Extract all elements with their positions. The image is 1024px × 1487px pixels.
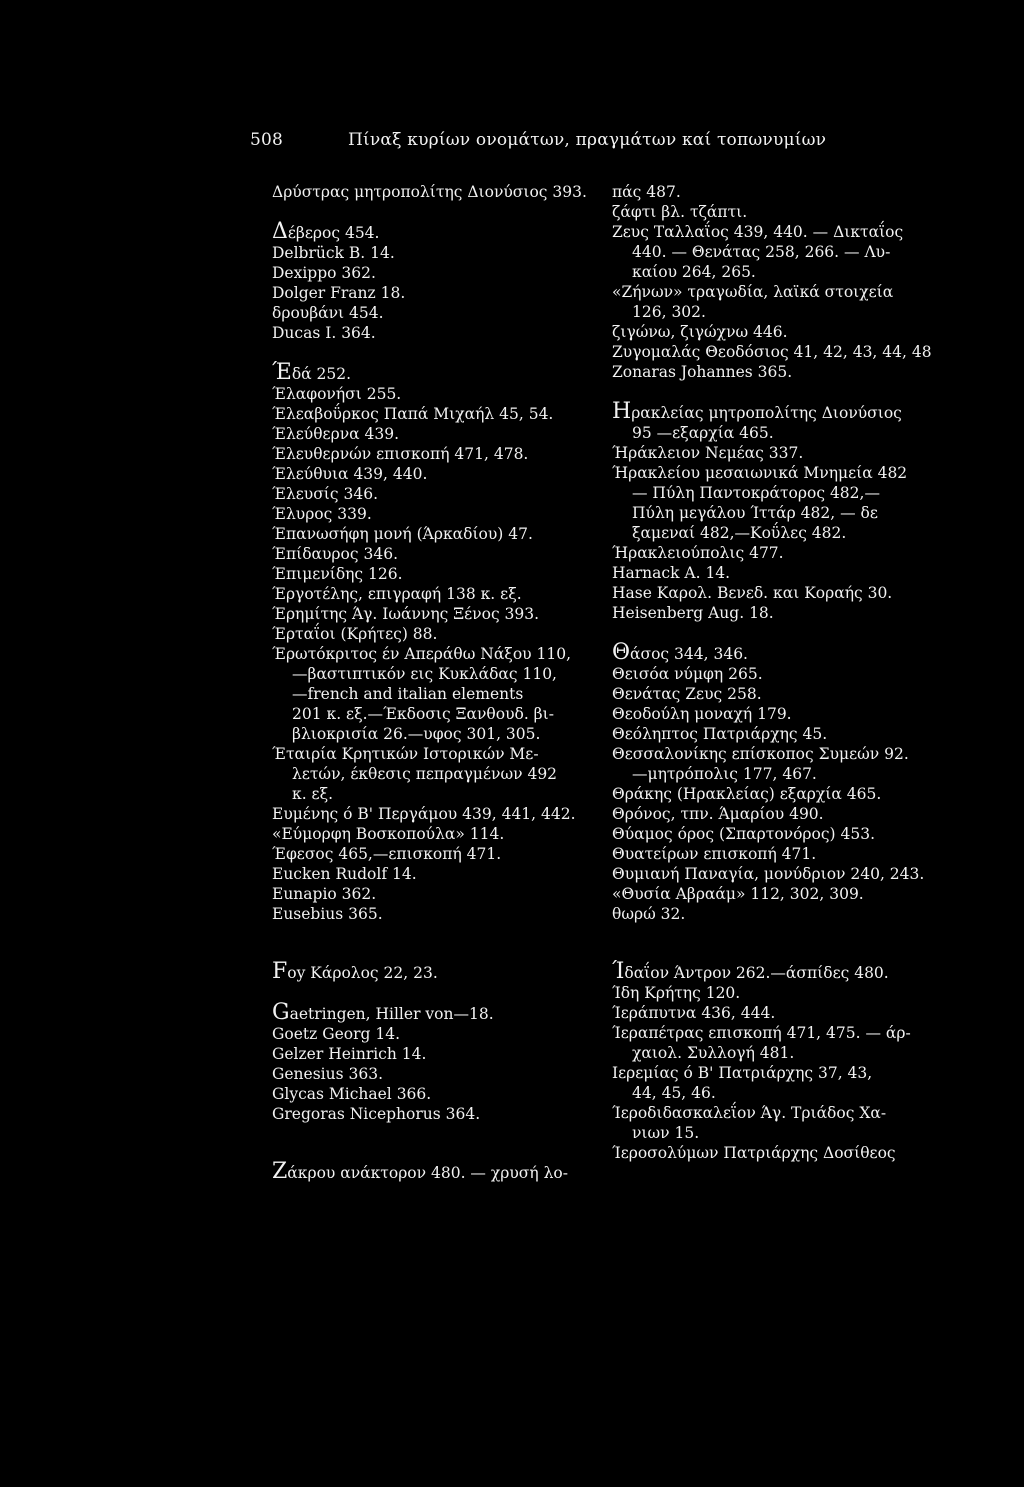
index-entry: Goetz Georg 14. <box>272 1025 401 1043</box>
index-entry-continuation: βλιοκρισία 26.—υφος 301, 305. <box>292 725 541 743</box>
index-entry: πάς 487. <box>612 183 681 201</box>
index-entry: Θρόνος, τπν. Άμαρίου 490. <box>612 805 824 823</box>
section-initial-letter: Η <box>612 399 632 424</box>
index-entry: Zonaras Johannes 365. <box>612 363 793 381</box>
section-initial-letter: Θ <box>612 640 631 665</box>
index-entry: Heisenberg Aug. 18. <box>612 604 774 622</box>
index-entry: Θυατείρων επισκοπή 471. <box>612 845 817 863</box>
section-gap <box>272 343 602 363</box>
page-title: Πίναξ κυρίων ονομάτων, πραγμάτων καί τοπωνυμίων <box>348 130 827 150</box>
index-entry: Ευμένης ό Β' Περγάμου 439, 441, 442. <box>272 805 576 823</box>
index-entry: Έταιρία Κρητικών Ιστορικών Με- <box>272 745 539 763</box>
index-entry: Έλαφονήσι 255. <box>272 385 402 403</box>
index-entry: Θύαμος όρος (Σπαρτονόρος) 453. <box>612 825 876 843</box>
index-entry: Θεόληπτος Πατριάρχης 45. <box>612 725 828 743</box>
index-entry: Έρωτόκριτος έν Απεράθω Νάξου 110, <box>272 645 572 663</box>
index-entry: Έδά 252. <box>272 360 352 385</box>
index-entry-continuation: καίου 264, 265. <box>632 263 756 281</box>
index-entry-continuation: λετών, έκθεσις πεπραγμένων 492 <box>292 765 558 783</box>
index-entry: Ducas I. 364. <box>272 324 376 342</box>
index-entry-continuation: 440. — Θενάτας 258, 266. — Λυ- <box>632 243 891 261</box>
index-entry: Eunapio 362. <box>272 885 377 903</box>
index-entry: Θράκης (Ηρακλείας) εξαρχία 465. <box>612 785 882 803</box>
index-entry: Θεσσαλονίκης επίσκοπος Συμεών 92. <box>612 745 909 763</box>
section-gap <box>272 924 602 962</box>
index-entry: Ιερεμίας ό Β' Πατριάρχης 37, 43, <box>612 1064 873 1082</box>
section-gap <box>612 623 957 643</box>
index-entry-continuation: νιων 15. <box>632 1124 700 1142</box>
index-entry: Foy Κάρολος 22, 23. <box>272 959 438 984</box>
index-entry-continuation: 44, 45, 46. <box>632 1084 716 1102</box>
index-entry: Έφεσος 465,—επισκοπή 471. <box>272 845 502 863</box>
index-entry: δρουβάνι 454. <box>272 304 384 322</box>
index-entry: Δέβερος 454. <box>272 219 380 244</box>
section-gap <box>612 924 957 962</box>
index-entry: Hase Καρολ. Βενεδ. και Κοραής 30. <box>612 584 893 602</box>
index-entry: Ίδαΐον Άντρον 262.—άσπίδες 480. <box>612 959 889 984</box>
page-number: 508 <box>250 130 284 150</box>
index-entry-continuation: 95 —εξαρχία 465. <box>632 424 774 442</box>
index-entry: Glycas Michael 366. <box>272 1085 432 1103</box>
index-entry: Θεισόα νύμφη 265. <box>612 665 763 683</box>
index-entry: Ζυγομαλάς Θεοδόσιος 41, 42, 43, 44, 48 <box>612 343 932 361</box>
index-entry: Έλυρος 339. <box>272 505 372 523</box>
section-gap <box>612 382 957 402</box>
index-entry: Θάσος 344, 346. <box>612 640 748 665</box>
index-entry: Ήρακλείου μεσαιωνικά Μνημεία 482 <box>612 464 908 482</box>
index-entry-continuation: — Πύλη Παντοκράτορος 482,— <box>632 484 880 502</box>
index-entry: Eusebius 365. <box>272 905 383 923</box>
index-entry: Delbrück B. 14. <box>272 244 395 262</box>
index-entry: Έρταΐοι (Κρήτες) 88. <box>272 625 438 643</box>
index-entry: Ίεράπυτνα 436, 444. <box>612 1004 776 1022</box>
index-entry: Dolger Franz 18. <box>272 284 406 302</box>
section-initial-letter: F <box>272 959 288 984</box>
index-entry: Ζευς Ταλλαΐος 439, 440. — Δικταΐος <box>612 223 904 241</box>
index-column-right <box>612 182 957 1163</box>
index-entry: Genesius 363. <box>272 1065 383 1083</box>
index-entry: Ίεραπέτρας επισκοπή 471, 475. — άρ- <box>612 1024 911 1042</box>
index-entry: Dexippo 362. <box>272 264 376 282</box>
index-entry: ζιγώνω, ζιγώχνω 446. <box>612 323 788 341</box>
index-entry: Gregoras Nicephorus 364. <box>272 1105 481 1123</box>
index-entry: «Ζήνων» τραγωδία, λαϊκά στοιχεία <box>612 283 894 301</box>
index-entry-continuation: —βαστιπτικόν εις Κυκλάδας 110, <box>292 665 557 683</box>
index-entry: Ζάκρου ανάκτορον 480. — χρυσή λο- <box>272 1159 568 1184</box>
section-initial-letter: Ζ <box>272 1159 288 1184</box>
index-entry: Θυμιανή Παναγία, μονύδριον 240, 243. <box>612 865 925 883</box>
section-gap <box>272 983 602 1003</box>
index-entry: Θενάτας Ζευς 258. <box>612 685 762 703</box>
index-entry: Gaetringen, Hiller von—18. <box>272 1000 494 1025</box>
index-entry: Έπανωσήφη μονή (Άρκαδίου) 47. <box>272 525 533 543</box>
index-entry: Harnack A. 14. <box>612 564 731 582</box>
index-entry-continuation: χαιολ. Συλλογή 481. <box>632 1044 795 1062</box>
index-entry: «Θυσία Αβραάμ» 112, 302, 309. <box>612 885 864 903</box>
index-entry: Δρύστρας μητροπολίτης Διονύσιος 393. <box>272 183 587 201</box>
index-entry: Έλεαβοΰρκος Παπά Μιχαήλ 45, 54. <box>272 405 554 423</box>
index-entry: Έλευσίς 346. <box>272 485 379 503</box>
index-entry: Eucken Rudolf 14. <box>272 865 417 883</box>
index-entry: Έπιμενίδης 126. <box>272 565 403 583</box>
section-gap <box>272 1124 602 1162</box>
section-initial-letter: Έ <box>272 360 292 385</box>
index-entry-continuation: κ. εξ. <box>292 785 334 803</box>
index-entry: Έπίδαυρος 346. <box>272 545 398 563</box>
index-entry: Θεοδούλη μοναχή 179. <box>612 705 792 723</box>
index-entry: Ίδη Κρήτης 120. <box>612 984 741 1002</box>
index-entry: Ήρακλειούπολις 477. <box>612 544 784 562</box>
index-entry: Έλευθερνών επισκοπή 471, 478. <box>272 445 529 463</box>
index-entry-continuation: Πύλη μεγάλου Ίττάρ 482, — δε <box>632 504 878 522</box>
index-entry: Ηρακλείας μητροπολίτης Διονύσιος <box>612 399 902 424</box>
index-entry: Ίεροσολύμων Πατριάρχης Δοσίθεος <box>612 1144 896 1162</box>
index-entry: Gelzer Heinrich 14. <box>272 1045 427 1063</box>
index-entry: θωρώ 32. <box>612 905 686 923</box>
index-entry-continuation: —μητρόπολις 177, 467. <box>632 765 817 783</box>
index-entry: «Εύμορφη Βοσκοπούλα» 114. <box>272 825 505 843</box>
index-entry-continuation: 201 κ. εξ.—Έκδοσις Ξανθουδ. βι- <box>292 705 554 723</box>
index-entry: Ήράκλειον Νεμέας 337. <box>612 444 804 462</box>
index-entry: Έλεύθερνα 439. <box>272 425 400 443</box>
section-gap <box>272 202 602 222</box>
section-initial-letter: Δ <box>272 219 288 244</box>
index-entry: Έλεύθυια 439, 440. <box>272 465 428 483</box>
index-column-left <box>272 182 602 1183</box>
index-entry: Ίεροδιδασκαλεΐον Άγ. Τριάδος Χα- <box>612 1104 887 1122</box>
section-initial-letter: G <box>272 1000 290 1025</box>
index-entry: Έρημίτης Άγ. Ιωάννης Ξένος 393. <box>272 605 540 623</box>
index-entry-continuation: —french and italian elements <box>292 685 524 703</box>
section-initial-letter: Ί <box>612 959 625 984</box>
index-entry: ζάφτι βλ. τζάπτι. <box>612 203 748 221</box>
index-entry: Έργοτέλης, επιγραφή 138 κ. εξ. <box>272 585 522 603</box>
index-entry-continuation: 126, 302. <box>632 303 706 321</box>
index-entry-continuation: ξαμεναί 482,—Κοΰλες 482. <box>632 524 847 542</box>
